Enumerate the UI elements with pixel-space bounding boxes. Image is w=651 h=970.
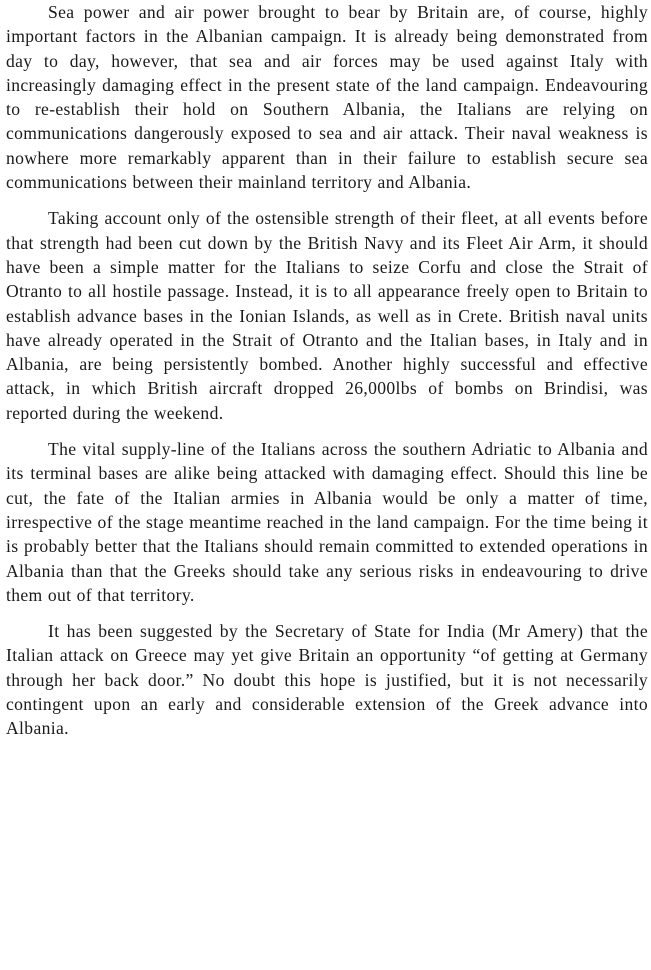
- paragraph-4: It has been suggested by the Secretary of State for India (Mr Amery) that the Italian attack on Greece may yet give Britain an opportunity “of getting at Germany through her back door.” No doubt this hope is justified, but it is not necessarily contingent upon an early and considerable extension of the Greek advance into Albania.: [6, 621, 648, 739]
- paragraph-2: Taking account only of the ostensible strength of their fleet, at all events before that strength had been cut down by the British Navy and its Fleet Air Arm, it should have been a simple matter for the Italians to seize Corfu and close the Strait of Otranto to all hostile passage. Instead, it is to all appearance freely open to Britain to establish advance bases in the Ionian Islands, as well as in Crete. British naval units have already operated in the Strait of Otranto and the Italian bases, in Italy and in Albania, are being persistently bombed. Another highly successful and effective attack, in which British aircraft dropped 26,000lbs of bombs on Brindisi, was reported during the weekend.: [6, 208, 648, 423]
- paragraph-1: Sea power and air power brought to bear by Britain are, of course, highly important factors in the Albanian campaign. It is already being demonstrated from day to day, however, that sea and air forces may be used against Italy with increasingly damaging effect in the present state of the land campaign. Endeavouring to re-establish their hold on Southern Albania, the Italians are relying on communications dangerously exposed to sea and air attack. Their naval weakness is nowhere more remarkably apparent than in their failure to establish secure sea communications between their mainland territory and Albania.: [6, 2, 648, 193]
- paragraph-3: The vital supply-line of the Italians across the southern Adriatic to Albania and its terminal bases are alike being attacked with damaging effect. Should this line be cut, the fate of the Italian armies in Albania would be only a matter of time, irrespective of the stage meantime reached in the land campaign. For the time being it is probably better that the Italians should remain committed to extended operations in Albania than that the Greeks should take any serious risks in endeavouring to drive them out of that territory.: [6, 439, 648, 605]
- article-text: [6, 0, 648, 970]
